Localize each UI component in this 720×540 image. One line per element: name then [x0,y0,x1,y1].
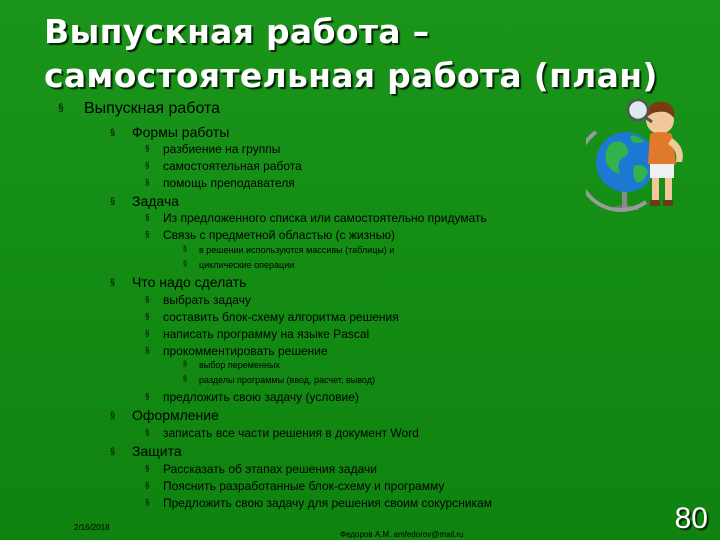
outline-root: Выпускная работа [84,100,221,117]
task-item-2: Связь с предметной областью (с жизнью) [163,228,395,242]
bullet-icon: § [110,446,116,456]
bullet-icon: § [183,376,187,383]
bullet-icon: § [145,213,150,222]
todo-subitem-1: выбор переменных [199,360,280,370]
defense-item-1: Рассказать об этапах решения задачи [163,462,377,476]
bullet-icon: § [145,329,150,338]
bullet-icon: § [145,464,150,473]
task-subitem-2: циклические операции [199,260,295,270]
bullet-icon: § [145,481,150,490]
bullet-icon: § [145,346,150,355]
todo-item-3: написать программу на языке Pascal [163,327,370,341]
bullet-icon: § [110,277,116,287]
todo-item-2: составить блок-схему алгоритма решения [163,310,399,324]
defense-label: Защита [132,443,182,459]
bullet-icon: § [110,196,116,206]
design-item-1: записать все части решения в документ Word [163,426,419,440]
footer-author: Федоров А.М. amfedorov@mail.ru [340,530,464,539]
slide-number: 80 [674,502,708,535]
task-subitem-1: в решении используются массивы (таблицы) и [199,245,395,255]
slide-title-line-2: самостоятельная работа (план) [44,56,658,95]
defense-item-2: Пояснить разработанные блок-схему и программу [163,479,445,493]
forms-label: Формы работы [132,124,230,140]
bullet-icon: § [110,410,116,420]
bullet-icon: § [145,161,150,170]
bullet-icon: § [183,361,187,368]
bullet-icon: § [145,144,150,153]
forms-item-2: самостоятельная работа [163,159,302,173]
forms-item-1: разбиение на группы [163,142,281,156]
defense-item-3: Предложить свою задачу для решения своим сокурсникам [163,496,492,510]
task-label: Задача [132,193,179,209]
todo-item-1: выбрать задачу [163,293,251,307]
slide-title-line-1: Выпускная работа – [44,12,430,51]
bullet-icon: § [145,428,150,437]
child-with-globe-illustration [586,92,696,222]
todo-subitem-2: разделы программы (ввод, расчет, вывод) [199,375,375,385]
bullet-icon: § [145,312,150,321]
bullet-icon: § [183,261,187,268]
design-label: Оформление [132,407,219,423]
bullet-icon: § [58,103,64,114]
bullet-icon: § [145,392,150,401]
bullet-icon: § [110,127,116,137]
todo-extra: предложить свою задачу (условие) [163,390,359,404]
bullet-icon: § [145,230,150,239]
bullet-icon: § [145,178,150,187]
bullet-icon: § [145,498,150,507]
slide-title [44,10,704,98]
todo-item-4: прокомментировать решение [163,344,328,358]
bullet-icon: § [183,246,187,253]
todo-label: Что надо сделать [132,274,247,290]
forms-item-3: помощь преподавателя [163,176,295,190]
bullet-icon: § [145,295,150,304]
task-item-1: Из предложенного списка или самостоятельно придумать [163,211,487,225]
footer-date: 2/16/2018 [74,523,110,532]
